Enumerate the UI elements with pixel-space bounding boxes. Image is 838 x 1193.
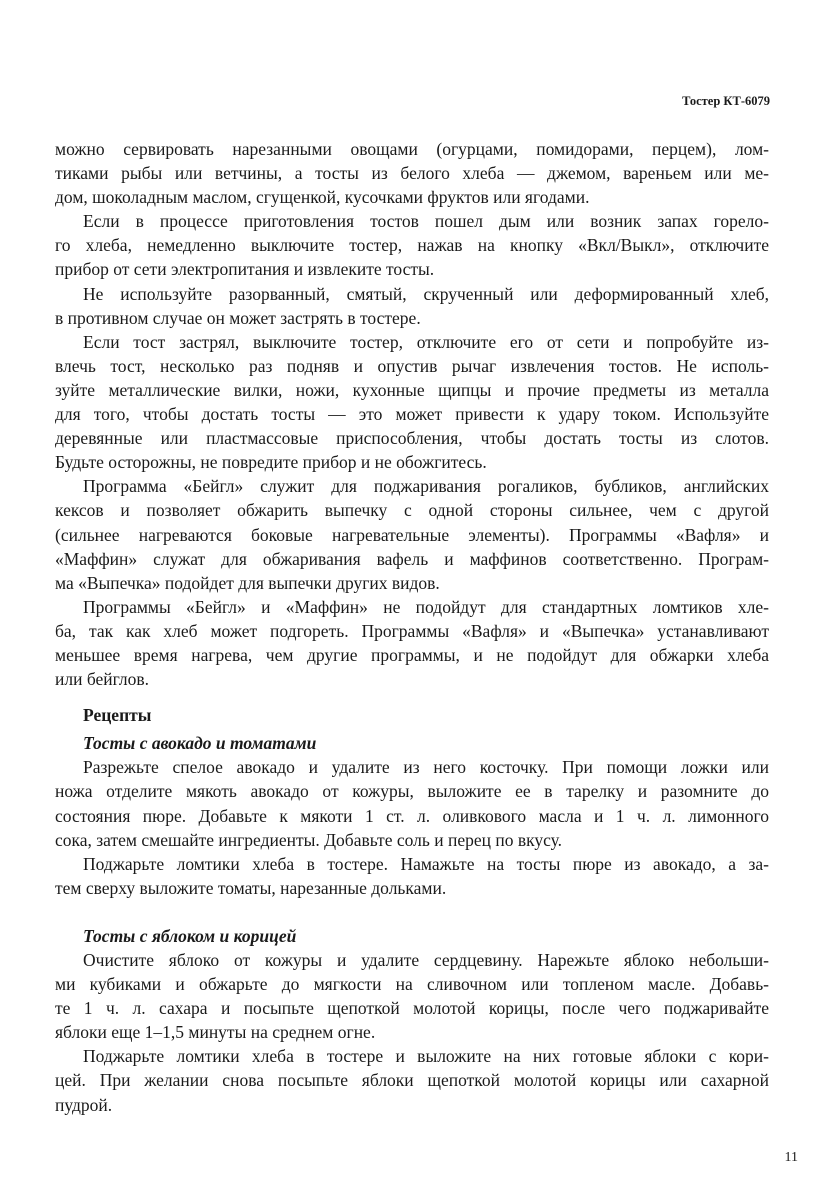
text-line: прибор от сети электропитания и извлеките тосты. xyxy=(55,259,435,280)
text-line: го хлеба, немедленно выключите тостер, нажав на кнопку «Вкл/Выкл», отключите xyxy=(55,235,769,256)
paragraph xyxy=(55,852,769,900)
paragraph xyxy=(55,137,769,209)
running-header: Тостер КТ-6079 xyxy=(682,94,770,108)
paragraph xyxy=(55,595,769,691)
text-line: для того, чтобы достать тосты — это может привести к удару током. Используйте xyxy=(55,404,769,425)
text-line: Не используйте разорванный, смятый, скрученный или деформированный хлеб, xyxy=(83,283,769,304)
page-number: 11 xyxy=(784,1150,798,1165)
recipe-body-avocado xyxy=(55,755,769,900)
text-line: сока, затем смешайте ингредиенты. Добавьте соль и перец по вкусу. xyxy=(55,829,563,850)
text-line: Разрежьте спелое авокадо и удалите из него косточку. При помощи ложки или xyxy=(83,757,769,778)
text-line: в противном случае он может застрять в тостере. xyxy=(55,307,421,328)
recipe-body-apple xyxy=(55,948,769,1117)
text-line: ми кубиками и обжарьте до мягкости на сливочном или топленом масле. Добавь- xyxy=(55,974,769,995)
text-line: меньшее время нагрева, чем другие программы, и не подойдут для обжарки хлеба xyxy=(55,644,769,665)
text-line: Программа «Бейгл» служит для поджаривания рогаликов, бубликов, английских xyxy=(83,476,769,497)
text-line: влечь тост, несколько раз подняв и опустив рычаг извлечения тостов. Не исполь- xyxy=(55,355,769,376)
text-line: дом, шоколадным маслом, сгущенкой, кусочками фруктов или ягодами. xyxy=(55,187,590,208)
text-line: Программы «Бейгл» и «Маффин» не подойдут для стандартных ломтиков хле- xyxy=(83,596,769,617)
text-line: или бейглов. xyxy=(55,669,150,690)
text-line: те 1 ч. л. сахара и посыпьте щепоткой молотой корицы, после чего поджаривайте xyxy=(55,998,769,1019)
text-line: состояния пюре. Добавьте к мякоти 1 ст. л. оливкового масла и 1 ч. л. лимонного xyxy=(55,805,769,826)
text-line: кексов и позволяет обжарить выпечку с одной стороны сильнее, чем с другой xyxy=(55,500,769,521)
text-line: цей. При желании снова посыпьте яблоки щепоткой молотой корицы или сахарной xyxy=(55,1070,769,1091)
text-line: Если в процессе приготовления тостов пошел дым или возник запах горело- xyxy=(83,211,769,232)
paragraph xyxy=(55,209,769,281)
text-line: деревянные или пластмассовые приспособления, чтобы достать тосты из слотов. xyxy=(55,428,769,449)
recipes-heading: Рецепты xyxy=(83,705,152,726)
recipe-title-avocado: Тосты с авокадо и томатами xyxy=(83,733,317,754)
text-line: Будьте осторожны, не повредите прибор и не обожгитесь. xyxy=(55,452,487,473)
text-line: тем сверху выложите томаты, нарезанные дольками. xyxy=(55,877,447,898)
text-line: «Маффин» служат для обжаривания вафель и маффинов соответственно. Програм- xyxy=(55,548,769,569)
text-line: яблоки еще 1–1,5 минуты на среднем огне. xyxy=(55,1022,376,1043)
intro-section xyxy=(55,137,769,691)
text-line: Очистите яблоко от кожуры и удалите сердцевину. Нарежьте яблоко небольши- xyxy=(83,950,769,970)
text-line: тиками рыбы или ветчины, а тосты из белого хлеба — джемом, вареньем или ме- xyxy=(55,163,769,184)
paragraph xyxy=(55,1044,769,1116)
recipe-title-apple: Тосты с яблоком и корицей xyxy=(83,925,297,946)
text-line: (сильнее нагреваются боковые нагревательные элементы). Программы «Вафля» и xyxy=(55,524,769,545)
paragraph xyxy=(55,330,769,475)
spacer xyxy=(55,900,769,924)
paragraph xyxy=(55,282,769,330)
text-line: Поджарьте ломтики хлеба в тостере. Намажьте на тосты пюре из авокадо, а за- xyxy=(83,853,769,874)
paragraph xyxy=(55,755,769,851)
page-content xyxy=(55,137,769,1117)
text-line: ножа отделите мякоть авокадо от кожуры, выложите ее в тарелку и разомните до xyxy=(55,781,769,802)
paragraph xyxy=(55,948,769,1044)
text-line: ма «Выпечка» подойдет для выпечки других видов. xyxy=(55,572,440,593)
text-line: можно сервировать нарезанными овощами (огурцами, помидорами, перцем), лом- xyxy=(55,139,769,159)
text-line: Если тост застрял, выключите тостер, отключите его от сети и попробуйте из- xyxy=(83,331,769,352)
text-line: Поджарьте ломтики хлеба в тостере и выложите на них готовые яблоки с кори- xyxy=(83,1046,769,1067)
text-line: ба, так как хлеб может подгореть. Программы «Вафля» и «Выпечка» устанавливают xyxy=(55,620,769,641)
text-line: зуйте металлические вилки, ножи, кухонные щипцы и прочие предметы из металла xyxy=(55,379,769,400)
paragraph xyxy=(55,474,769,594)
text-line: пудрой. xyxy=(55,1094,113,1115)
